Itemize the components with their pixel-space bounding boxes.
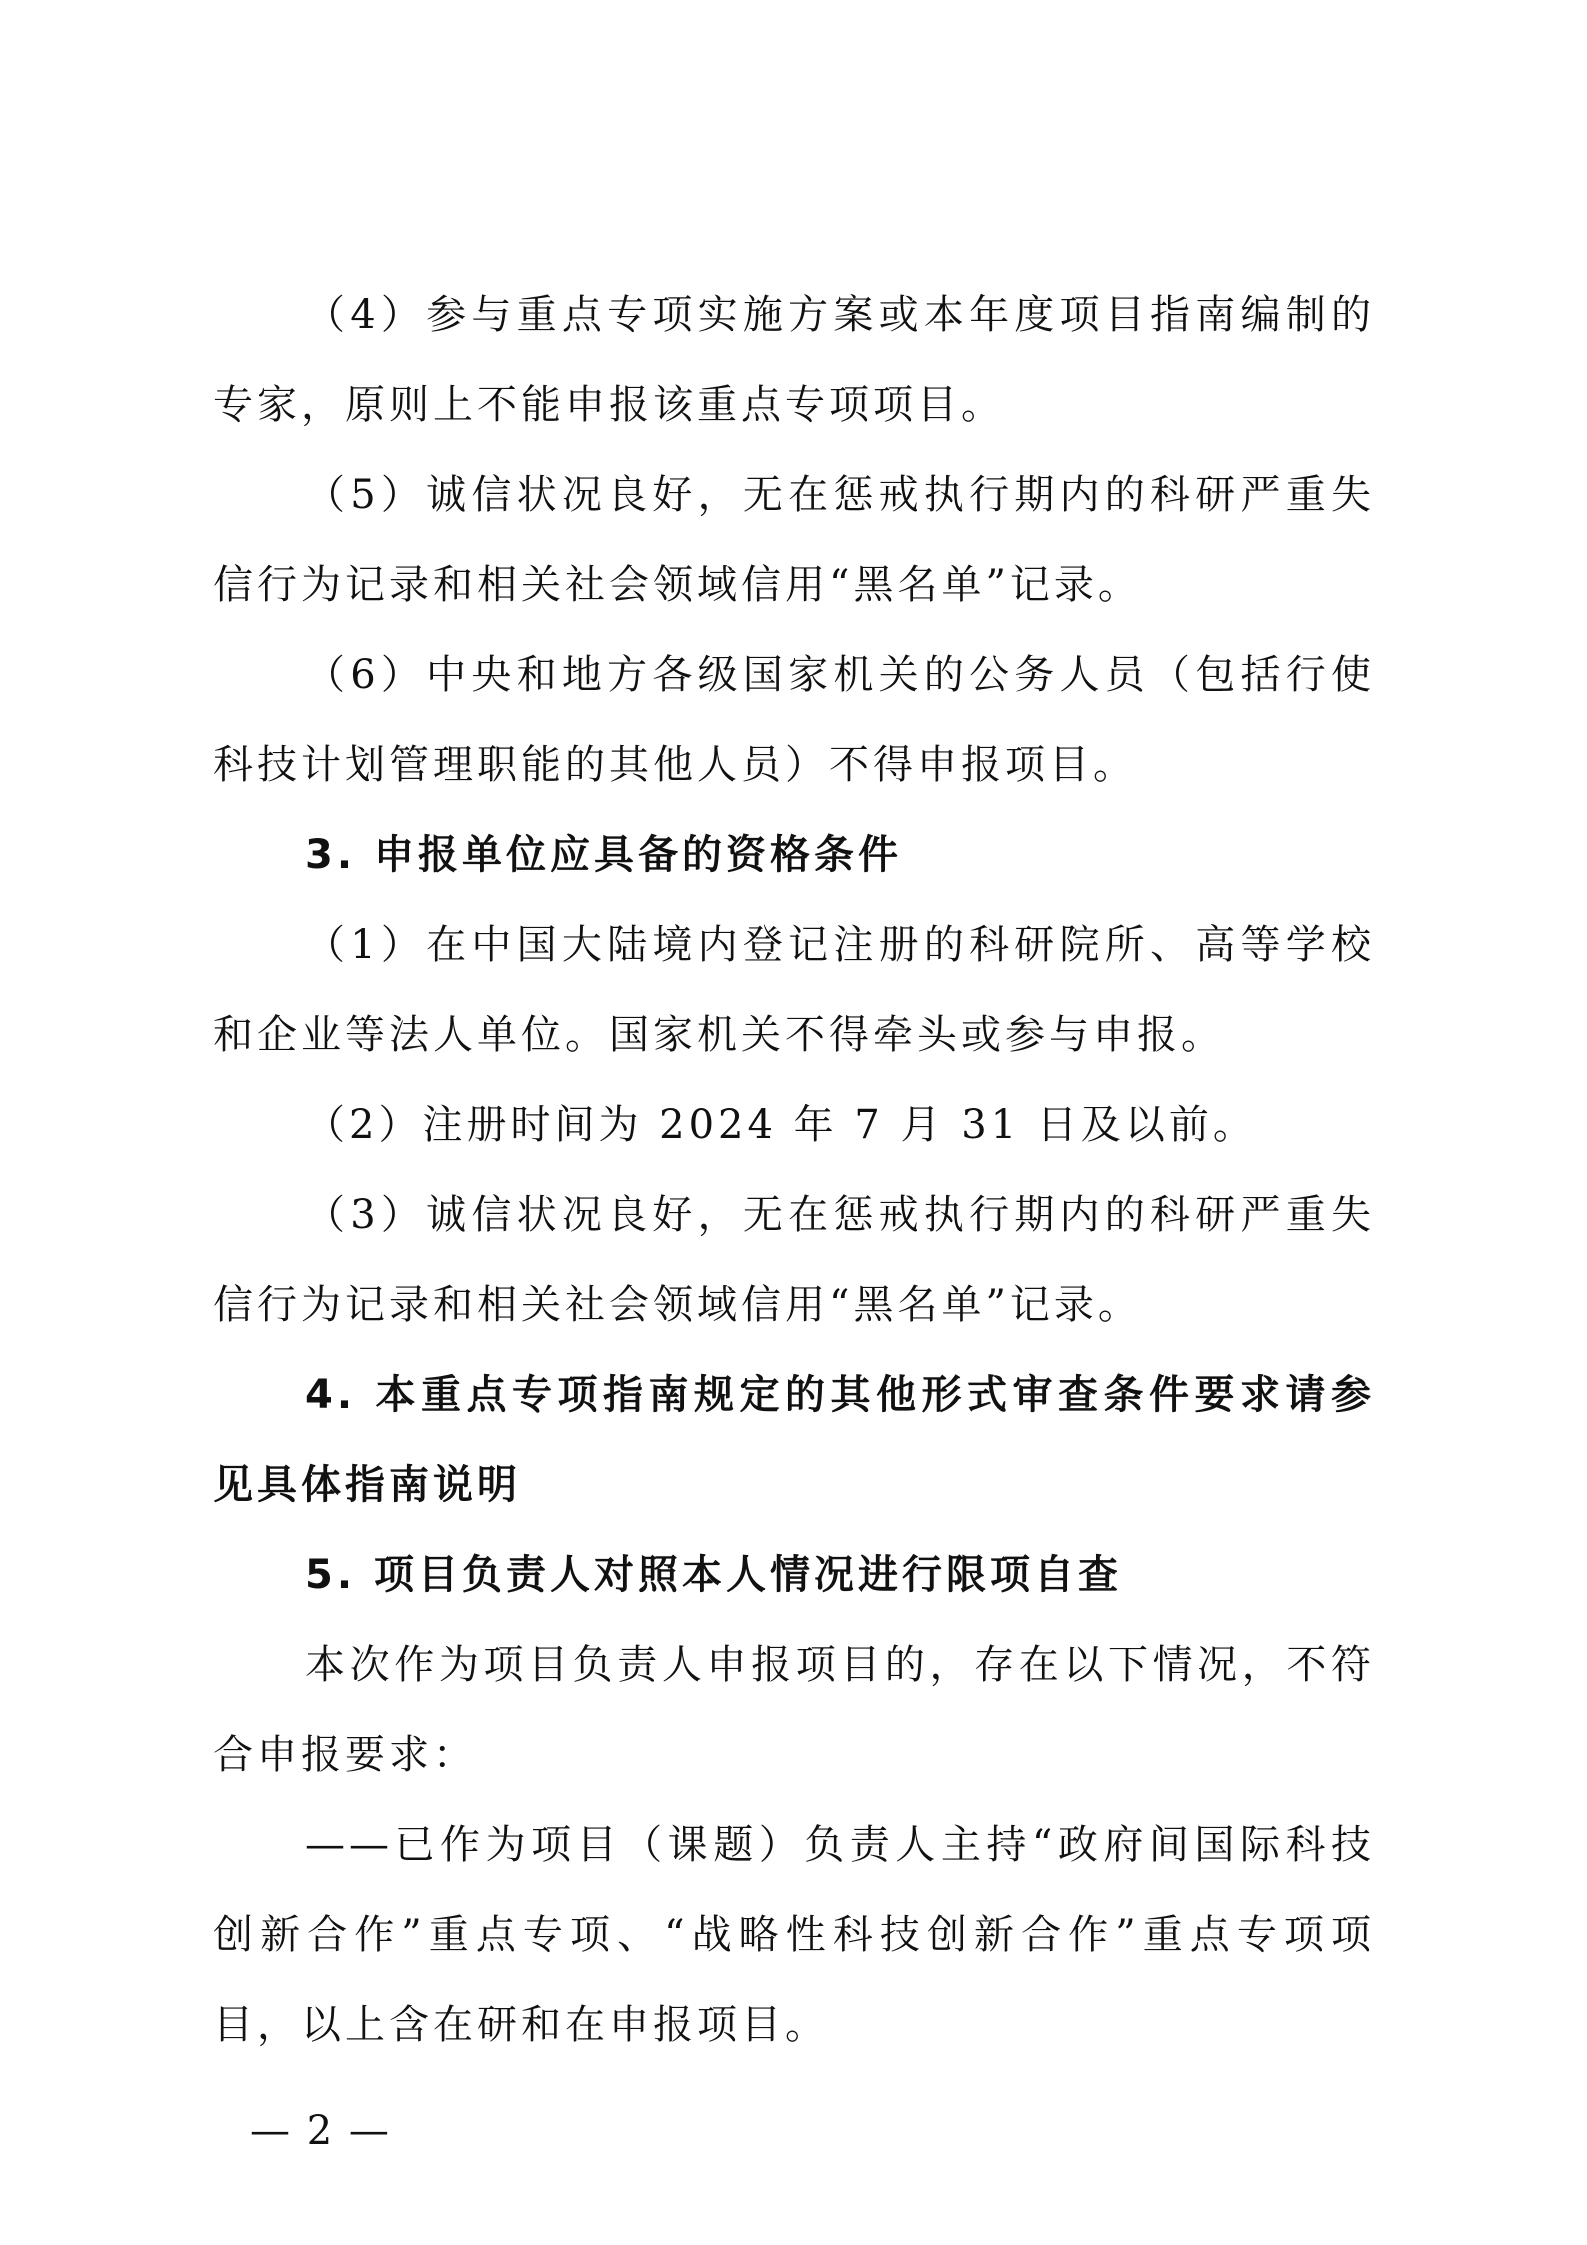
section-heading-4: 4. 本重点专项指南规定的其他形式审查条件要求请参见具体指南说明	[213, 1372, 1375, 1508]
paragraph-unit-1-legal-entity: （1）在中国大陆境内登记注册的科研院所、高等学校和企业等法人单位。国家机关不得牵头或参与申报。	[213, 922, 1375, 1058]
section-heading-3: 3. 申报单位应具备的资格条件	[305, 832, 902, 878]
paragraph-item-4-expert: （4）参与重点专项实施方案或本年度项目指南编制的专家，原则上不能申报该重点专项项目。	[213, 292, 1375, 428]
paragraph-unit-2-registration-date: （2）注册时间为 2024 年 7 月 31 日及以前。	[305, 1102, 1257, 1148]
paragraph-item-6-civil-servants: （6）中央和地方各级国家机关的公务人员（包括行使科技计划管理职能的其他人员）不得申报项目。	[213, 652, 1375, 788]
paragraph-unit-3-integrity: （3）诚信状况良好，无在惩戒执行期内的科研严重失信行为记录和相关社会领域信用“黑名单”记录。	[213, 1192, 1375, 1328]
section-heading-5: 5. 项目负责人对照本人情况进行限项自查	[305, 1552, 1122, 1598]
page-number: — 2 —	[250, 2108, 391, 2154]
paragraph-self-check-condition: ——已作为项目（课题）负责人主持“政府间国际科技创新合作”重点专项、“战略性科技创新合作”重点专项项目，以上含在研和在申报项目。	[213, 1822, 1375, 2048]
paragraph-item-5-integrity: （5）诚信状况良好，无在惩戒执行期内的科研严重失信行为记录和相关社会领域信用“黑名单”记录。	[213, 472, 1375, 608]
document-body	[213, 270, 1375, 2070]
paragraph-self-check-intro: 本次作为项目负责人申报项目的，存在以下情况，不符合申报要求：	[213, 1642, 1375, 1778]
